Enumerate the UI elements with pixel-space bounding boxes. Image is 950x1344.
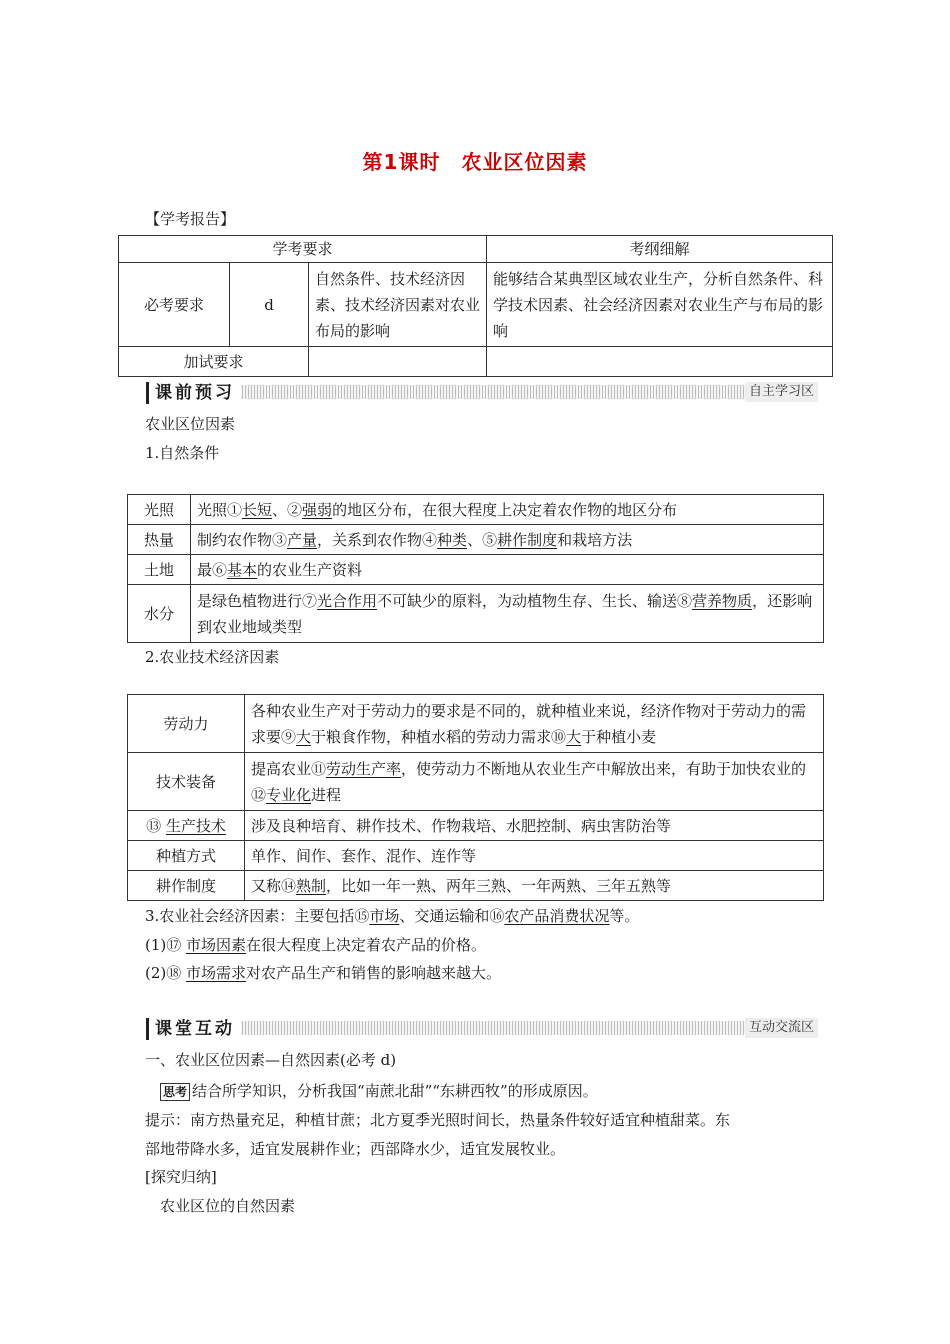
req-row1-label: 必考要求 — [119, 263, 230, 347]
banner-preview — [146, 382, 818, 406]
plant-label: 种植方式 — [128, 841, 245, 871]
req-row1-content: 自然条件、技术经济因素、技术经济因素对农业布局的影响 — [309, 263, 487, 347]
hint-line-2: 部地带降水多，适宜发展耕作业；西部降水少，适宜发展牧业。 — [145, 1140, 566, 1158]
prod-text: 涉及良种培育、耕作技术、作物栽培、水肥控制、病虫害防治等 — [245, 811, 824, 841]
social-item-2: (2)⑱ 市场需求对农产品生产和销售的影响越来越大。 — [145, 964, 502, 982]
subsection-tech: 2.农业技术经济因素 — [145, 648, 280, 666]
req-header-left: 学考要求 — [119, 236, 487, 263]
crop-text: 又称⑭熟制，比如一年一熟、两年三熟、一年两熟、三年五熟等 — [245, 871, 824, 901]
light-text: 光照①长短、②强弱的地区分布，在很大程度上决定着农作物的地区分布 — [191, 495, 824, 525]
water-label: 水分 — [128, 585, 191, 643]
land-text: 最⑥基本的农业生产资料 — [191, 555, 824, 585]
labor-text: 各种农业生产对于劳动力的要求是不同的，就种植业来说，经济作物对于劳动力的需求要⑨大于粮食作物，种植水稻的劳动力需求⑩大于种植小麦 — [245, 695, 824, 753]
water-text: 是绿色植物进行⑦光合作用不可缺少的原料，为动植物生存、生长、输送⑧营养物质，还影响到农业地域类型 — [191, 585, 824, 643]
section-title: 农业区位因素 — [145, 415, 236, 433]
req-row1-detail: 能够结合某典型区域农业生产，分析自然条件、科学技术因素、社会经济因素对农业生产与布局的影响 — [487, 263, 833, 347]
subsection-social: 3.农业社会经济因素：主要包括⑮市场、交通运输和⑯农产品消费状况等。 — [145, 907, 640, 925]
plant-text: 单作、间作、套作、混作、连作等 — [245, 841, 824, 871]
banner-right-label: 自主学习区 — [745, 382, 818, 402]
part1-title: 一、农业区位因素—自然因素(必考 d) — [145, 1051, 397, 1069]
equip-text: 提高农业⑪劳动生产率，使劳动力不断地从农业生产中解放出来，有助于加快农业的⑫专业化进程 — [245, 753, 824, 811]
natural-factors-table — [127, 494, 824, 643]
land-label: 土地 — [128, 555, 191, 585]
banner-interactive — [146, 1018, 818, 1042]
banner-stripe — [236, 1021, 818, 1035]
crop-label: 耕作制度 — [128, 871, 245, 901]
req-row2-label: 加试要求 — [119, 347, 309, 377]
light-label: 光照 — [128, 495, 191, 525]
think-text: 结合所学知识，分析我国“南蔗北甜”“东耕西牧”的形成原因。 — [192, 1082, 598, 1100]
hint-line-1: 提示：南方热量充足，种植甘蔗；北方夏季光照时间长，热量条件较好适宜种植甜菜。东 — [145, 1111, 731, 1129]
equip-label: 技术装备 — [128, 753, 245, 811]
req-header-right: 考纲细解 — [487, 236, 833, 263]
explore-label: [探究归纳] — [145, 1168, 217, 1186]
banner-right-label: 互动交流区 — [745, 1018, 818, 1038]
tech-factors-table — [127, 694, 824, 901]
page-title: 第1课时 农业区位因素 — [362, 150, 588, 174]
labor-label: 劳动力 — [128, 695, 245, 753]
think-line — [160, 1080, 598, 1101]
req-row1-level: d — [230, 263, 309, 347]
prod-label: ⑬ 生产技术 — [128, 811, 245, 841]
social-item-1: (1)⑰ 市场因素在很大程度上决定着农产品的价格。 — [145, 936, 487, 954]
banner-tag: 课前预习 — [146, 382, 241, 404]
banner-tag: 课堂互动 — [146, 1018, 241, 1040]
heat-text: 制约农作物③产量，关系到农作物④种类、⑤耕作制度和栽培方法 — [191, 525, 824, 555]
requirements-table — [118, 235, 833, 377]
req-row2-content — [309, 347, 487, 377]
subsection-natural: 1.自然条件 — [145, 444, 220, 462]
think-icon: 思考 — [160, 1083, 190, 1101]
banner-stripe — [236, 385, 818, 399]
heat-label: 热量 — [128, 525, 191, 555]
req-row2-detail — [487, 347, 833, 377]
explore-subtitle: 农业区位的自然因素 — [160, 1197, 296, 1215]
report-label: 【学考报告】 — [145, 210, 236, 228]
